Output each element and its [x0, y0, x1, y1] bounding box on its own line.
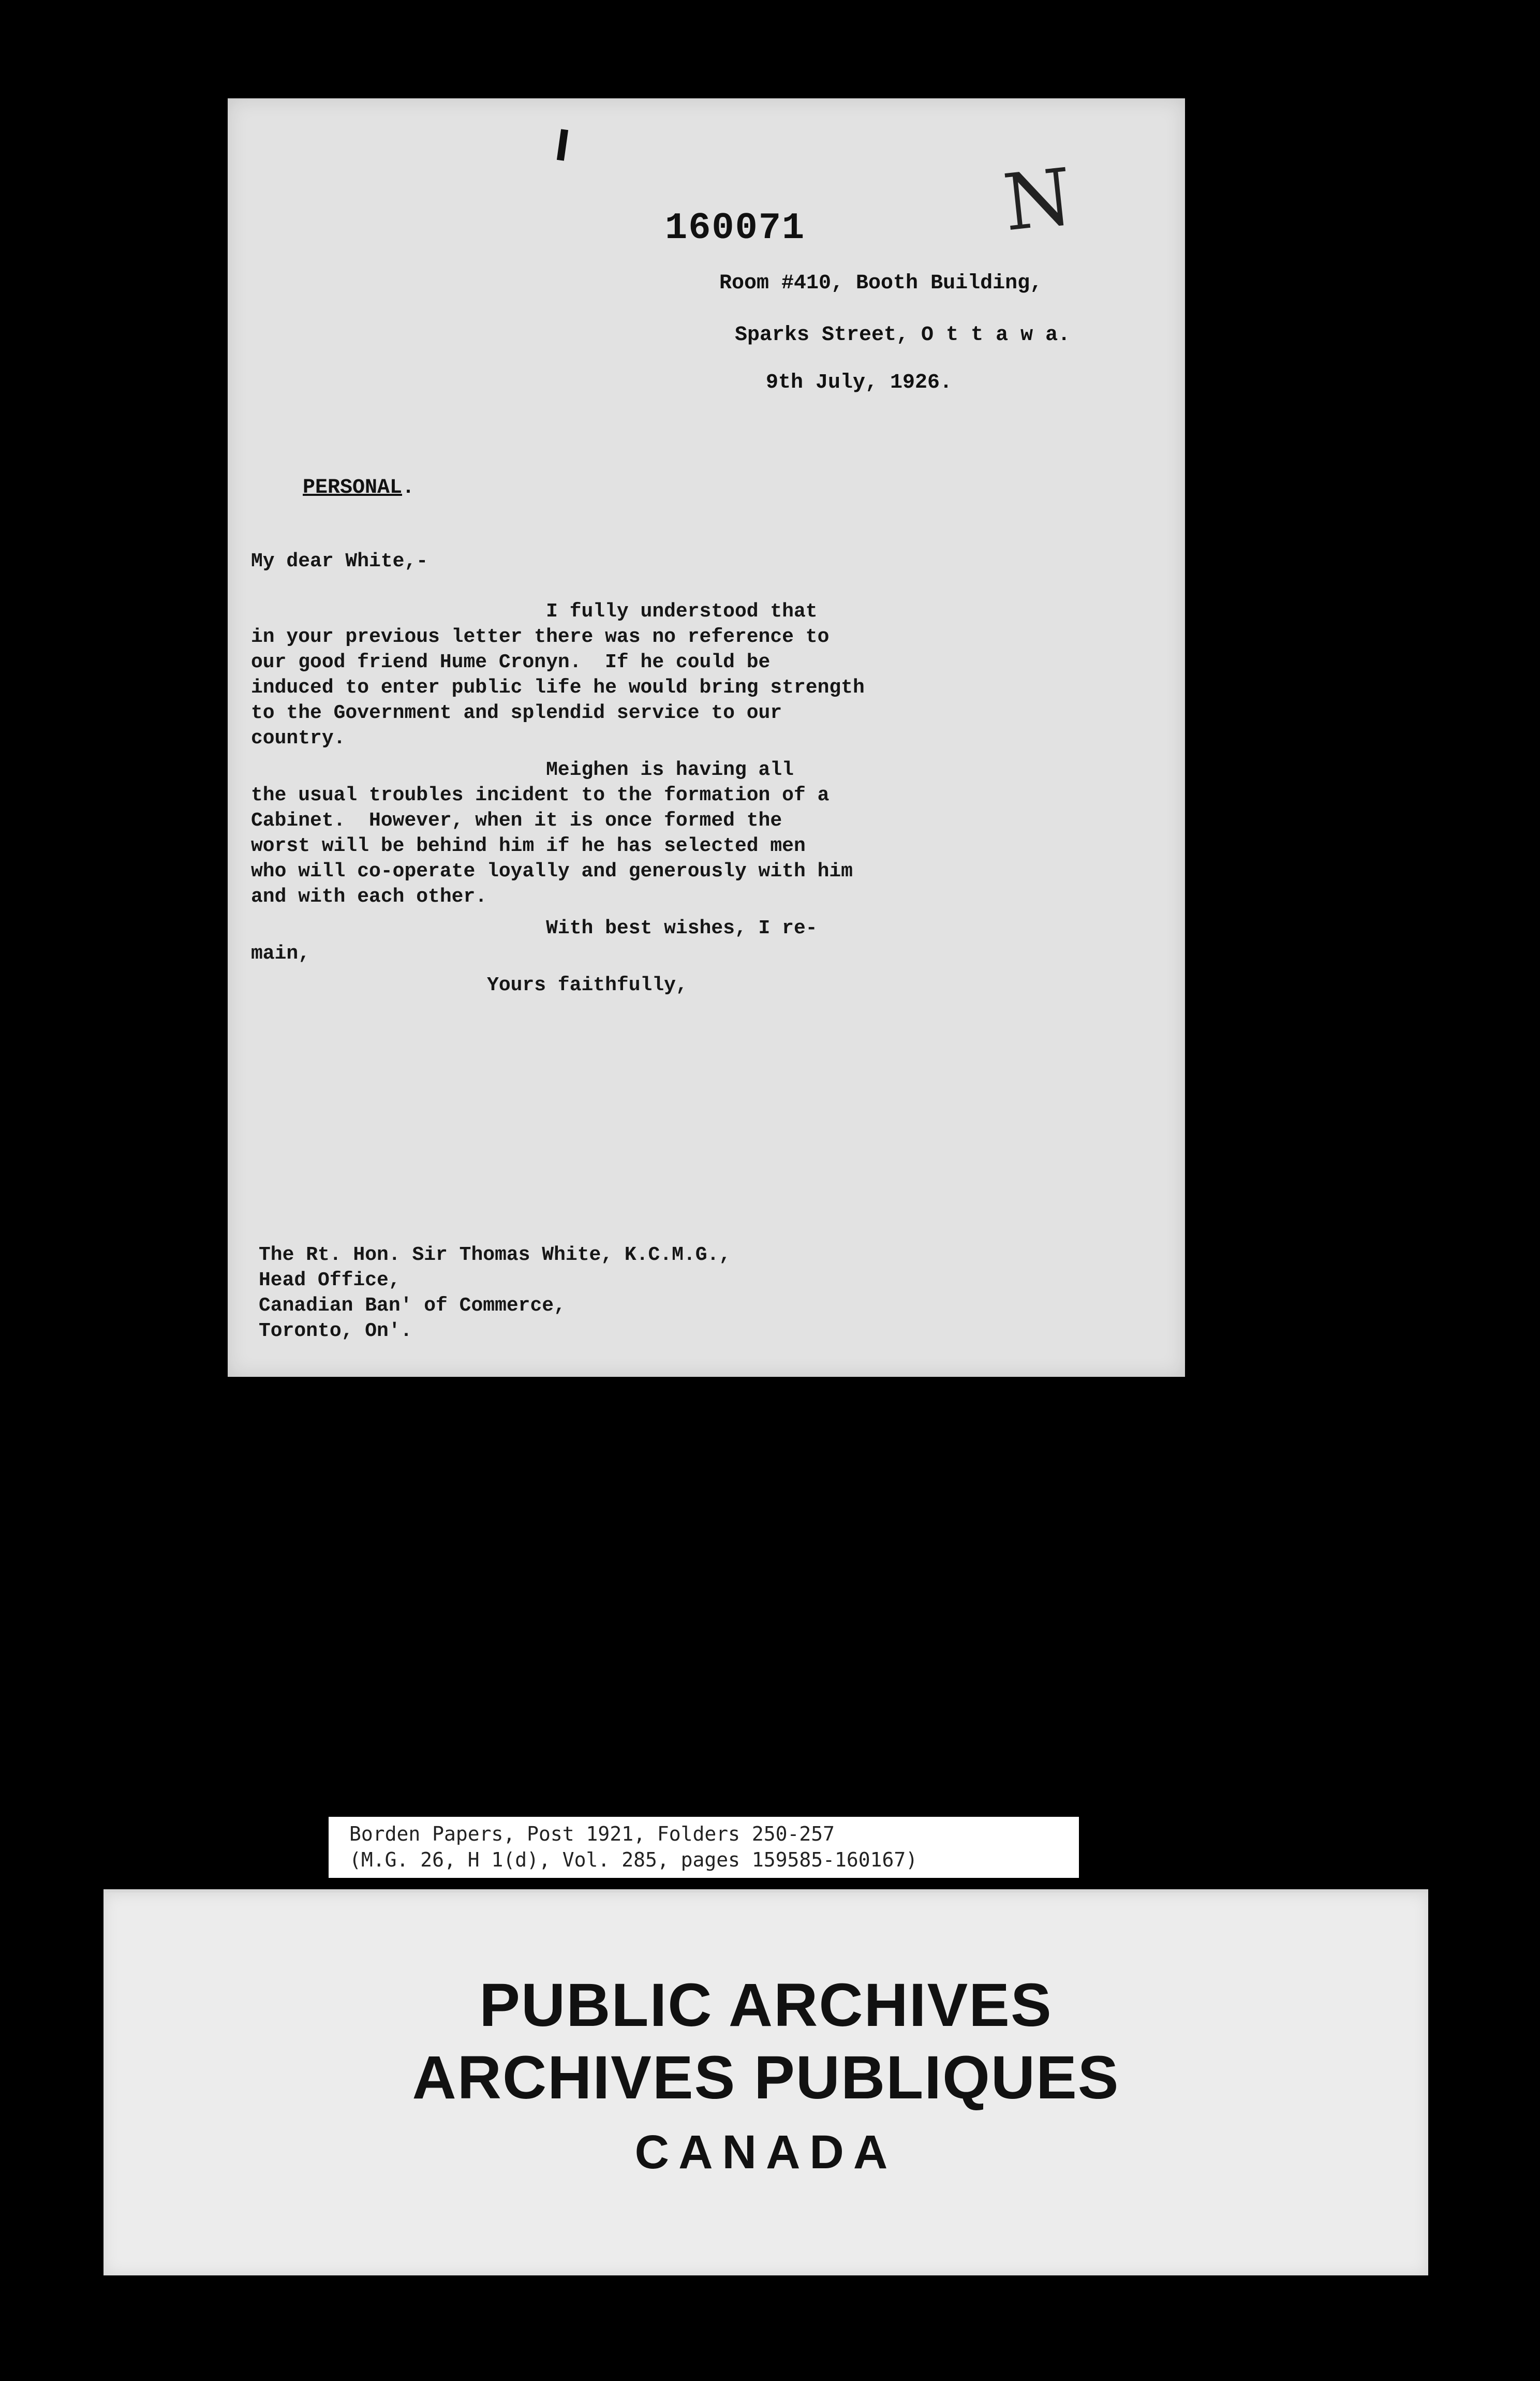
address-line-2: Sparks Street, O t t a w a. [735, 324, 1071, 347]
reference-line-1: Borden Papers, Post 1921, Folders 250-257 [349, 1823, 835, 1845]
reference-label [329, 1817, 1079, 1878]
recipient-block: The Rt. Hon. Sir Thomas White, K.C.M.G., Head Office, Canadian Ban' of Commerce, Toronto, On'. [259, 1244, 731, 1342]
paragraph-1: I fully understood that in your previous letter there was no reference to our good friend Hume Cronyn. If he could be induced to enter public life he would bring strength to the Government and splendid service to our country. [251, 600, 865, 749]
personal-label: PERSONAL [303, 476, 403, 499]
letter-body [251, 549, 1058, 998]
handwritten-mark: N [999, 152, 1076, 249]
reference-line-2: (M.G. 26, H 1(d), Vol. 285, pages 159585-160167) [349, 1848, 918, 1871]
closing-text: With best wishes, I re- main, [251, 917, 818, 965]
complimentary-close: Yours faithfully, [251, 974, 688, 996]
address-line-1: Room #410, Booth Building, [719, 272, 1043, 295]
salutation: My dear White,- [251, 550, 428, 572]
stamp-line-3: CANADA [634, 2126, 897, 2179]
paragraph-2: Meighen is having all the usual troubles incident to the formation of a Cabinet. However, when it is once formed the worst will be behind him if he has selected men who will co-operate loyally and generously with him and with each other. [251, 759, 853, 908]
personal-marking: PERSONAL. [303, 476, 415, 499]
letter-date: 9th July, 1926. [766, 371, 953, 394]
stamp-line-1: PUBLIC ARCHIVES [479, 1971, 1053, 2039]
archive-stamp [103, 1889, 1428, 2275]
stamp-line-2: ARCHIVES PUBLIQUES [412, 2044, 1120, 2112]
document-number: 160071 [665, 207, 806, 249]
